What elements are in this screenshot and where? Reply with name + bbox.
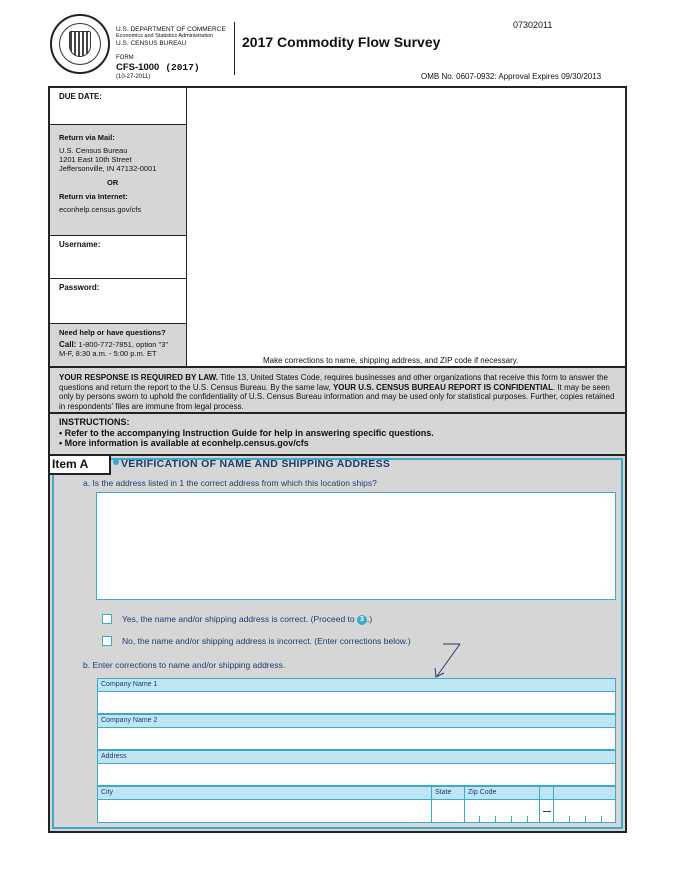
zip-label: Zip Code [465,787,615,800]
zip-input[interactable] [465,801,615,822]
city-input[interactable] [98,801,431,822]
address-display-box [96,492,616,600]
agency-line3: U.S. CENSUS BUREAU [116,40,187,47]
zip-tick [511,816,512,822]
city-label: City [98,787,431,800]
address-line3: Jeffersonville, IN 47132-0001 [59,164,157,173]
call-label: Call: [59,340,77,349]
zip-tick [601,816,602,822]
instructions-heading: INSTRUCTIONS: [59,417,130,427]
instructions-item2: • More information is available at econhelp.census.gov/cfs [59,438,309,448]
yes-option-text: Yes, the name and/or shipping address is correct. (Proceed to [122,614,355,624]
help-hours: M-F, 8:30 a.m. - 5:00 p.m. ET [59,349,157,358]
header-divider [234,22,235,75]
username-label: Username: [59,240,101,249]
law-text1: Title 13, United States Code, requires businesses and other organizations that receive this form to answer the questions and return the report to the U.S. Census Bureau. By the same law, [59,373,608,392]
law-lead: YOUR RESPONSE IS REQUIRED BY LAW. [59,373,218,382]
question-a: a. Is the address listed in 1 the correct address from which this location ships? [83,478,377,488]
zip-tick [527,816,528,822]
address-line2: 1201 East 10th Street [59,155,132,164]
company-name-2-label: Company Name 2 [98,715,615,728]
address-field[interactable] [97,750,616,786]
return-mail-label: Return via Mail: [59,133,115,142]
call-line [59,340,186,349]
item-a-label: Item A [48,454,111,475]
state-label: State [432,787,464,800]
bullet-icon [113,459,119,465]
instructions-item1: • Refer to the accompanying Instruction Guide for help in answering specific questions. [59,427,434,438]
question-b: b. Enter corrections to name and/or shipping address. [83,660,286,670]
law-text2: . It may be seen only by persons sworn to uphold the confidentiality of U.S. Census Bureau information and may be used only for statistical purposes. Further, copies retained in respondents' files are immune from legal process. [59,382,615,411]
password-cell[interactable] [50,279,186,324]
city-state-zip-row [97,786,616,823]
zip-tick [585,816,586,822]
zip-tick [495,816,496,822]
company-name-2-field[interactable] [97,714,616,750]
yes-option [122,614,372,625]
return-internet-label: Return via Internet: [59,192,128,201]
form-date: (10-27-2011) [116,74,151,80]
company-name-1-field[interactable] [97,678,616,714]
form-number-line [116,62,200,73]
due-date-cell[interactable] [50,88,186,125]
address-line1: U.S. Census Bureau [59,146,128,155]
company-name-1-label: Company Name 1 [98,679,615,692]
help-label: Need help or have questions? [59,328,166,337]
address-label: Address [98,751,615,764]
zip-divider [539,787,540,822]
username-cell[interactable] [50,236,186,279]
form-id: 07302011 [513,20,553,30]
yes-checkbox[interactable] [102,614,112,624]
due-date-label: DUE DATE: [59,92,102,101]
return-info-cell [50,125,186,236]
agency-line1: U.S. DEPARTMENT OF COMMERCE [116,26,226,33]
password-label: Password: [59,283,100,292]
zip-tick [479,816,480,822]
zip-divider [553,787,554,822]
agency-line2: Economics and Statistics Administration [116,33,214,39]
zip-dash [543,811,551,812]
form-label: FORM [116,55,134,61]
no-option-text: No, the name and/or shipping address is incorrect. (Enter corrections below.) [122,636,411,646]
census-seal [50,14,110,74]
item-3-ref-icon: 3 [357,615,367,625]
section-heading: VERIFICATION OF NAME AND SHIPPING ADDRESS [121,458,391,470]
page-title: 2017 Commodity Flow Survey [242,34,441,50]
yes-option-end: .) [367,614,373,624]
help-cell [50,324,186,366]
left-column [50,88,187,366]
seal-shield-icon [69,31,91,57]
call-number: 1-800-772-7851, option "3" [78,340,168,349]
instructions [50,414,625,454]
no-checkbox[interactable] [102,636,112,646]
zip-tick [569,816,570,822]
state-input[interactable] [432,801,464,822]
website-link[interactable]: econhelp.census.gov/cfs [59,205,142,214]
law-notice [50,366,625,414]
corrections-note: Make corrections to name, shipping address, and ZIP code if necessary. [263,356,519,365]
arrow-icon [433,638,463,682]
law-bold2: YOUR U.S. CENSUS BUREAU REPORT IS CONFIDENTIAL [332,382,553,392]
form-year: (2017) [165,62,200,73]
agency-block [116,26,226,47]
or-separator: OR [107,178,119,187]
form-number: CFS-1000 [116,62,160,73]
omb-number: OMB No. 0607-0932: Approval Expires 09/30/2013 [421,72,602,81]
